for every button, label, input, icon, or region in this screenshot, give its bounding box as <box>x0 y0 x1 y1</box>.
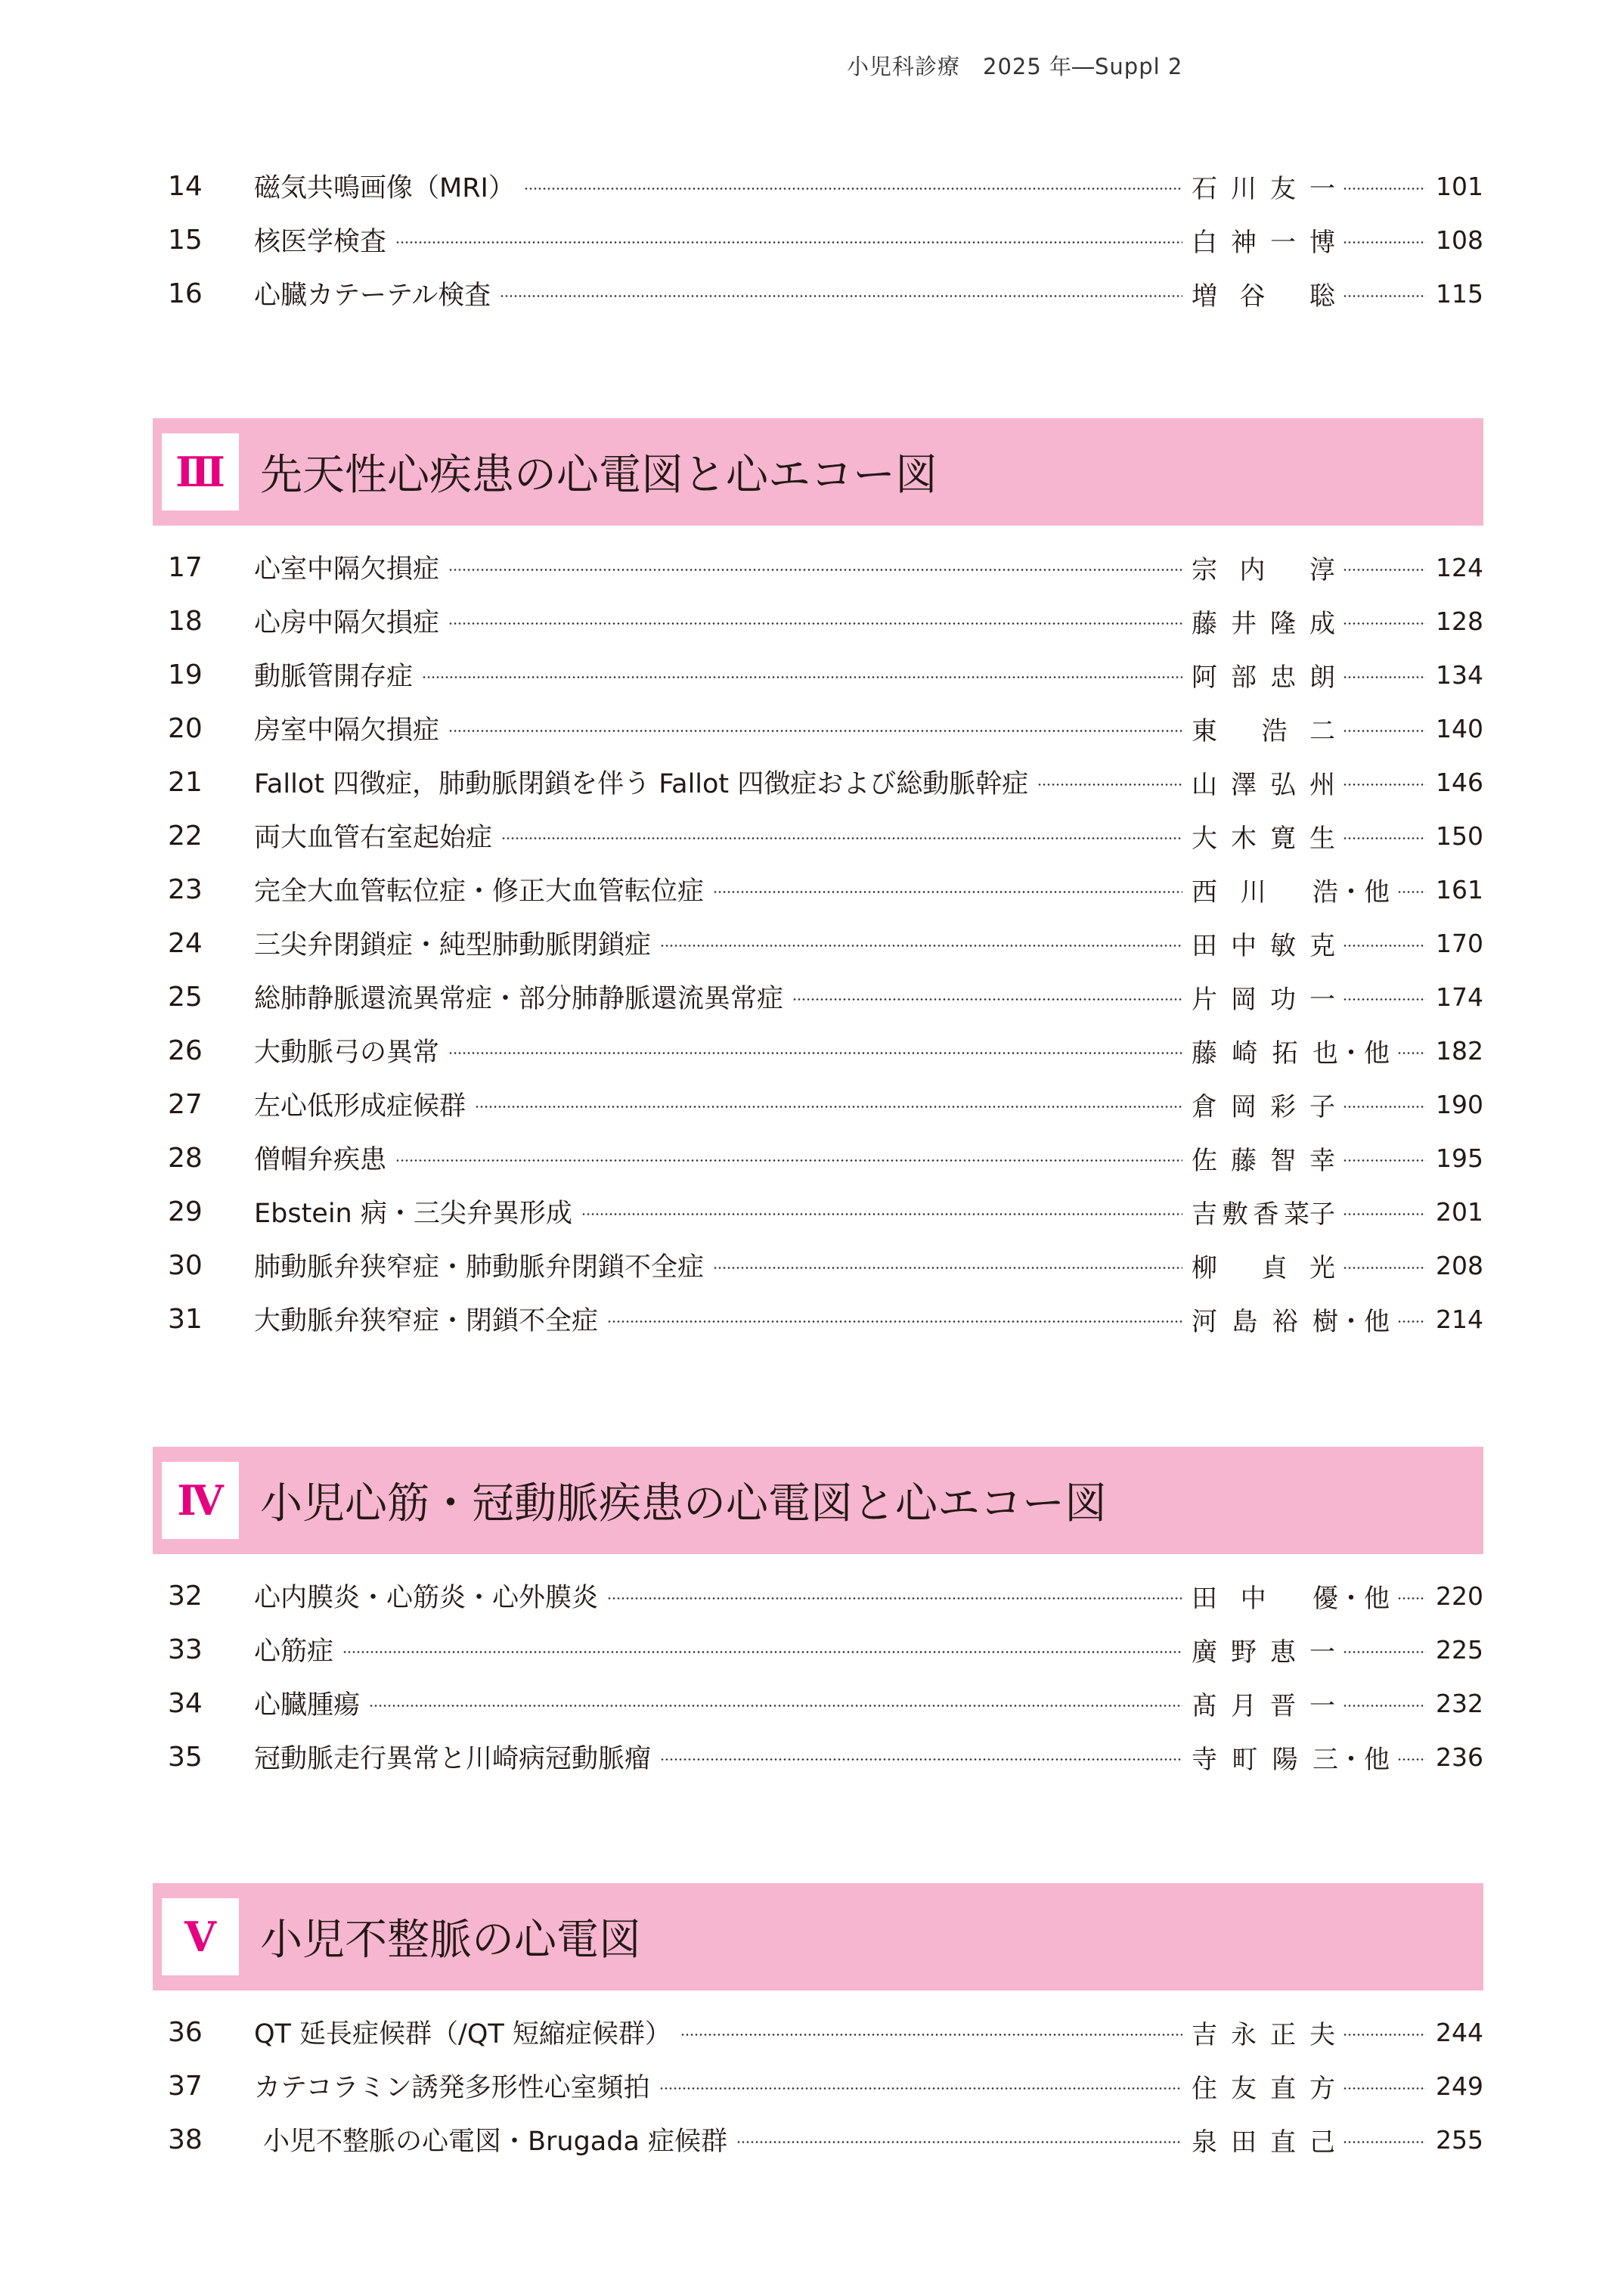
entry-number: 15 <box>168 224 203 256</box>
entry-page: 236 <box>1436 1742 1483 1772</box>
entry-page: 195 <box>1436 1143 1483 1173</box>
entry-author: 白 神 一 博 <box>1192 227 1335 258</box>
toc-entry[interactable] <box>168 1081 1483 1128</box>
dot-leader <box>395 241 1182 244</box>
dot-leader <box>1343 1159 1426 1162</box>
entry-page: 134 <box>1436 659 1483 690</box>
entry-number: 16 <box>168 278 203 309</box>
entry-number: 26 <box>168 1035 203 1066</box>
entry-author: 柳 貞 光 <box>1192 1252 1335 1283</box>
entry-number: 38 <box>168 2124 203 2155</box>
toc-entry[interactable] <box>168 1295 1483 1342</box>
running-header: 小児科診療 2025 年―Suppl 2 <box>847 54 1183 79</box>
entry-page: 170 <box>1436 928 1483 958</box>
entry-page: 140 <box>1436 713 1483 743</box>
entry-number: 36 <box>168 2016 203 2048</box>
toc-entry[interactable] <box>168 1134 1483 1181</box>
section-title: 小児心筋・冠動脈疾患の心電図と心エコー図 <box>260 1479 1107 1528</box>
entry-author: 河 島 裕 樹・他 <box>1192 1306 1390 1337</box>
toc-entry[interactable] <box>168 216 1483 263</box>
section-number: Ⅲ <box>162 433 239 510</box>
dot-leader <box>342 1651 1182 1653</box>
dot-leader <box>1343 1213 1426 1215</box>
entry-title: 磁気共鳴画像（MRI） <box>254 173 515 203</box>
dot-leader <box>448 730 1182 732</box>
dot-leader <box>1343 1651 1426 1653</box>
entry-author: 片 岡 功 一 <box>1192 984 1335 1015</box>
dot-leader <box>1343 783 1426 786</box>
dot-leader <box>1037 783 1182 786</box>
dot-leader <box>1343 1705 1426 1707</box>
entry-page: 128 <box>1436 606 1483 636</box>
toc-entry[interactable] <box>168 920 1483 967</box>
entry-title: 小児不整脈の心電図・Brugada 症候群 <box>263 2127 728 2157</box>
section-heading-5 <box>153 1883 1483 1990</box>
toc-entry[interactable] <box>168 1626 1483 1673</box>
toc-entry[interactable] <box>168 163 1483 209</box>
toc-entry[interactable] <box>168 759 1483 805</box>
entry-author: 廣 野 恵 一 <box>1192 1637 1335 1668</box>
dot-leader <box>1397 1320 1426 1323</box>
entry-page: 225 <box>1436 1634 1483 1665</box>
entry-page: 249 <box>1436 2071 1483 2101</box>
entry-title: 左心低形成症候群 <box>254 1091 466 1122</box>
entry-title: QT 延長症候群（/QT 短縮症候群） <box>254 2019 671 2049</box>
toc-entry[interactable] <box>168 1572 1483 1619</box>
dot-leader <box>660 945 1182 947</box>
entry-title: 三尖弁閉鎖症・純型肺動脈閉鎖症 <box>254 930 652 960</box>
dot-leader <box>1397 1052 1426 1054</box>
dot-leader <box>713 891 1182 893</box>
entry-number: 37 <box>168 2070 203 2102</box>
entry-title: 核医学検査 <box>254 227 387 257</box>
entry-page: 174 <box>1436 982 1483 1012</box>
dot-leader <box>1397 891 1426 893</box>
dot-leader <box>448 1052 1182 1054</box>
entry-page: 190 <box>1436 1089 1483 1119</box>
dot-leader <box>1343 295 1426 297</box>
dot-leader <box>581 1213 1182 1215</box>
section-heading-3 <box>153 418 1483 526</box>
entry-number: 23 <box>168 873 203 905</box>
entry-author: 宗 内 淳 <box>1192 554 1335 585</box>
section-number: Ⅴ <box>162 1898 239 1975</box>
entry-author: 西 川 浩・他 <box>1192 877 1390 908</box>
entry-author: 増 谷 聡 <box>1192 281 1335 312</box>
dot-leader <box>369 1705 1182 1707</box>
dot-leader <box>524 188 1182 190</box>
entry-page: 146 <box>1436 767 1483 797</box>
entry-title: 肺動脈弁狭窄症・肺動脈弁閉鎖不全症 <box>254 1252 705 1283</box>
entry-number: 24 <box>168 927 203 959</box>
entry-page: 214 <box>1436 1304 1483 1334</box>
entry-number: 18 <box>168 605 203 637</box>
entry-title: Fallot 四徴症，肺動脈閉鎖を伴う Fallot 四徴症および総動脈幹症 <box>254 769 1029 799</box>
entry-number: 34 <box>168 1687 203 1719</box>
entry-page: 161 <box>1436 874 1483 904</box>
toc-entry[interactable] <box>168 973 1483 1020</box>
entry-number: 27 <box>168 1088 203 1120</box>
dot-leader <box>1343 998 1426 1001</box>
entry-author: 田 中 優・他 <box>1192 1583 1390 1614</box>
entry-title: 心房中隔欠損症 <box>254 608 440 638</box>
dot-leader <box>736 2141 1182 2143</box>
entry-title: 房室中隔欠損症 <box>254 715 440 746</box>
dot-leader <box>1343 1267 1426 1269</box>
entry-title: 心筋症 <box>254 1637 334 1667</box>
dot-leader <box>500 295 1182 297</box>
entry-page: 182 <box>1436 1035 1483 1066</box>
entry-page: 124 <box>1436 552 1483 582</box>
entry-page: 101 <box>1436 171 1483 201</box>
section-heading-4 <box>153 1447 1483 1554</box>
entry-title: 心臓腫瘍 <box>254 1690 361 1721</box>
dot-leader <box>1343 569 1426 571</box>
entry-number: 35 <box>168 1741 203 1773</box>
dot-leader <box>792 998 1182 1001</box>
entry-number: 31 <box>168 1303 203 1335</box>
entry-author: 佐 藤 智 幸 <box>1192 1145 1335 1176</box>
entry-number: 30 <box>168 1249 203 1281</box>
dot-leader <box>660 1758 1182 1761</box>
entry-author: 泉 田 直 己 <box>1192 2127 1335 2158</box>
entry-number: 19 <box>168 659 203 690</box>
entry-number: 22 <box>168 820 203 852</box>
dot-leader <box>448 569 1182 571</box>
dot-leader <box>1397 1758 1426 1761</box>
entry-author: 大 木 寛 生 <box>1192 823 1335 854</box>
toc-entry[interactable] <box>168 651 1483 698</box>
toc-entry[interactable] <box>168 1733 1483 1780</box>
dot-leader <box>1343 2141 1426 2143</box>
toc-entry[interactable] <box>168 2116 1483 2163</box>
dot-leader <box>659 2087 1182 2090</box>
entry-author: 東 浩 二 <box>1192 715 1335 746</box>
dot-leader <box>395 1159 1182 1162</box>
entry-page: 232 <box>1436 1688 1483 1718</box>
dot-leader <box>1343 945 1426 947</box>
entry-page: 150 <box>1436 821 1483 851</box>
dot-leader <box>422 676 1182 678</box>
entry-author: 石 川 友 一 <box>1192 173 1335 204</box>
toc-entry[interactable] <box>168 1680 1483 1727</box>
toc-entry[interactable] <box>168 812 1483 859</box>
dot-leader <box>1343 730 1426 732</box>
dot-leader <box>448 622 1182 625</box>
dot-leader <box>1343 676 1426 678</box>
entry-number: 21 <box>168 766 203 798</box>
toc-entry[interactable] <box>168 2009 1483 2056</box>
toc-entry[interactable] <box>168 1242 1483 1289</box>
dot-leader <box>1343 1106 1426 1108</box>
entry-number: 33 <box>168 1634 203 1665</box>
dot-leader <box>1343 2087 1426 2090</box>
dot-leader <box>1343 188 1426 190</box>
dot-leader <box>1343 837 1426 839</box>
dot-leader <box>680 2034 1182 2036</box>
entry-author: 阿 部 忠 朗 <box>1192 662 1335 693</box>
section-title: 先天性心疾患の心電図と心エコー図 <box>260 451 938 500</box>
entry-author: 吉 敷 香 菜子 <box>1192 1199 1335 1230</box>
dot-leader <box>501 837 1182 839</box>
entry-number: 14 <box>168 170 203 202</box>
entry-number: 29 <box>168 1196 203 1227</box>
dot-leader <box>607 1597 1182 1600</box>
entry-title: 総肺静脈還流異常症・部分肺静脈還流異常症 <box>254 984 784 1014</box>
dot-leader <box>1343 241 1426 244</box>
entry-author: 髙 月 晋 一 <box>1192 1690 1335 1721</box>
entry-author: 藤 井 隆 成 <box>1192 608 1335 639</box>
entry-title: 心室中隔欠損症 <box>254 554 440 585</box>
entry-page: 220 <box>1436 1581 1483 1611</box>
entry-title: 僧帽弁疾患 <box>254 1145 387 1175</box>
toc-entry[interactable] <box>168 544 1483 591</box>
entry-title: 大動脈弓の異常 <box>254 1038 440 1068</box>
entry-author: 吉 永 正 夫 <box>1192 2019 1335 2050</box>
entry-author: 山 澤 弘 州 <box>1192 769 1335 800</box>
entry-author: 藤 崎 拓 也・他 <box>1192 1038 1390 1069</box>
entry-title: カテコラミン誘発多形性心室頻拍 <box>254 2073 650 2103</box>
entry-title: Ebstein 病・三尖弁異形成 <box>254 1199 572 1229</box>
entry-title: 冠動脈走行異常と川崎病冠動脈瘤 <box>254 1744 652 1774</box>
entry-title: 完全大血管転位症・修正大血管転位症 <box>254 877 705 907</box>
entry-page: 244 <box>1436 2017 1483 2047</box>
entry-title: 両大血管右室起始症 <box>254 823 493 853</box>
entry-number: 32 <box>168 1580 203 1612</box>
toc-entry[interactable] <box>168 270 1483 317</box>
entry-number: 25 <box>168 981 203 1013</box>
entry-page: 115 <box>1436 278 1483 309</box>
entry-page: 255 <box>1436 2124 1483 2155</box>
entry-author: 住 友 直 方 <box>1192 2073 1335 2104</box>
dot-leader <box>713 1267 1182 1269</box>
section-title: 小児不整脈の心電図 <box>260 1916 641 1965</box>
dot-leader <box>1343 622 1426 625</box>
entry-author: 寺 町 陽 三・他 <box>1192 1744 1390 1775</box>
entry-page: 201 <box>1436 1196 1483 1227</box>
toc-entry[interactable] <box>168 866 1483 913</box>
dot-leader <box>475 1106 1182 1108</box>
toc-entry[interactable] <box>168 705 1483 752</box>
entry-title: 心内膜炎・心筋炎・心外膜炎 <box>254 1583 599 1613</box>
entry-number: 17 <box>168 551 203 583</box>
section-number: Ⅳ <box>162 1462 239 1539</box>
toc-entry[interactable] <box>168 1188 1483 1235</box>
dot-leader <box>607 1320 1182 1323</box>
toc-entry[interactable] <box>168 1027 1483 1074</box>
toc-entry[interactable] <box>168 597 1483 644</box>
toc-entry[interactable] <box>168 2062 1483 2109</box>
entry-title: 大動脈弁狭窄症・閉鎖不全症 <box>254 1306 599 1336</box>
entry-number: 28 <box>168 1142 203 1174</box>
entry-title: 動脈管開存症 <box>254 662 414 692</box>
dot-leader <box>1397 1597 1426 1600</box>
entry-number: 20 <box>168 712 203 744</box>
entry-title: 心臓カテーテル検査 <box>254 281 491 311</box>
entry-author: 倉 岡 彩 子 <box>1192 1091 1335 1122</box>
entry-page: 208 <box>1436 1250 1483 1280</box>
entry-page: 108 <box>1436 225 1483 255</box>
dot-leader <box>1343 2034 1426 2036</box>
entry-author: 田 中 敏 克 <box>1192 930 1335 961</box>
